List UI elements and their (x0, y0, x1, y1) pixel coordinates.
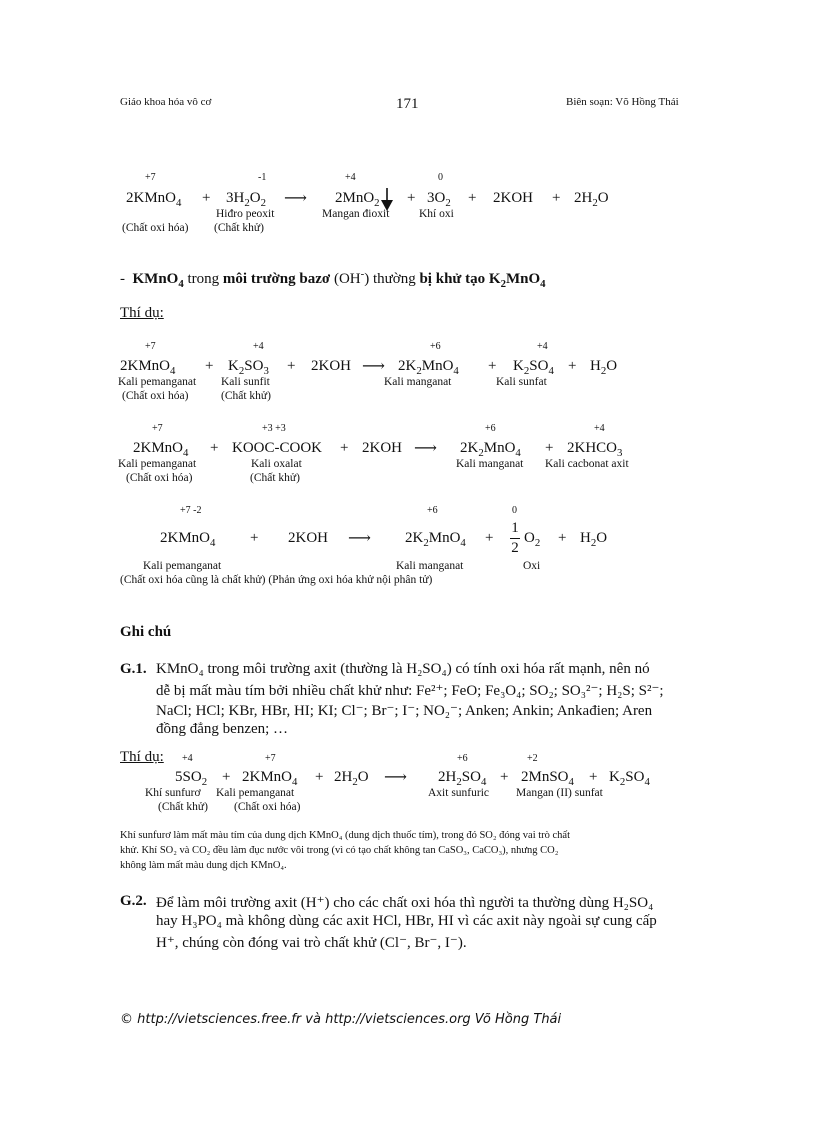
formula-koh: 2KOH (311, 358, 351, 374)
g1-line: KMnO₄ trong môi trường axit (thường là H₂SO₄) có tính oxi hóa rất mạnh, nên nó (156, 661, 650, 677)
right-arrow-icon: ⟶ (362, 358, 385, 375)
ox-state: 0 (438, 172, 443, 183)
plus-sign: + (488, 358, 497, 374)
formula-k2so4: $K_2SO_4$ (609, 769, 650, 788)
right-arrow-icon: ⟶ (384, 769, 407, 786)
plus-sign: + (468, 190, 477, 206)
formula-koh: 2KOH (493, 190, 533, 206)
label: Mangan (II) sunfat (516, 787, 603, 799)
note-line: Khí sunfurơ làm mất màu tím của dung dịch KMnO₄ (dung dịch thuốc tím), trong đó SO₂ đóng vai trò chất (120, 830, 571, 841)
plus-sign: + (552, 190, 561, 206)
note-line: khử. Khí SO₂ và CO₂ đều làm đục nước vôi trong (vì có tạo chất không tan CaSO₃, CaCO₃), nhưng CO₂ (120, 845, 559, 856)
formula-kmno4: 2KMnO$_4$ (242, 769, 298, 788)
formula-so2: $5SO_2$ (175, 769, 208, 788)
label: (Chất khử) (221, 390, 271, 402)
ox-state: +3 +3 (262, 423, 286, 434)
plus-sign: + (589, 769, 598, 785)
formula-k2so4: $K_2SO_4$ (513, 358, 554, 377)
plus-sign: + (545, 440, 554, 456)
label: (Chất oxi hóa) (234, 801, 301, 813)
formula-k2mno4: $2K_2MnO_4$ (398, 358, 459, 377)
fraction-denominator: 2 (511, 540, 519, 556)
plus-sign: + (485, 530, 494, 546)
plus-sign: + (407, 190, 416, 206)
ox-state: +6 (427, 505, 438, 516)
plus-sign: + (315, 769, 324, 785)
label: (Chất oxi hóa) (122, 222, 189, 234)
ox-state: +7 (145, 341, 156, 352)
formula-oxalate: KOOC-COOK (232, 440, 322, 456)
label: Kali manganat (384, 376, 452, 388)
label: Kali manganat (456, 458, 524, 470)
g2-line: Để làm môi trường axit (H⁺) cho các chất oxi hóa thì người ta thường dùng H₂SO₄ (156, 895, 654, 911)
g1-line: đồng đẳng benzen; … (156, 721, 289, 737)
ox-state: -1 (258, 172, 267, 183)
label: Kali pemanganat (118, 376, 197, 388)
ox-state: +7 (152, 423, 163, 434)
label: Khí sunfurơ (145, 787, 201, 799)
ox-state: +6 (485, 423, 496, 434)
example-heading: Thí dụ: (120, 305, 164, 321)
plus-sign: + (250, 530, 259, 546)
label: (Chất oxi hóa cũng là chất khử) (Phản ứng oxi hóa khử nội phân tử) (120, 574, 433, 586)
label: Kali cacbonat axit (545, 458, 629, 470)
plus-sign: + (202, 190, 211, 206)
plus-sign: + (205, 358, 214, 374)
formula-k2so3: $K_2SO_3$ (228, 358, 269, 377)
label: Kali sunfit (221, 376, 270, 388)
formula-k2mno4: $2K_2MnO_4$ (460, 440, 521, 459)
ox-state: +2 (527, 753, 538, 764)
label: (Chất oxi hóa) (126, 472, 193, 484)
ox-state: +7 -2 (180, 505, 202, 516)
formula-o2: $3O_2$ (427, 190, 451, 209)
formula-o2: $O_2$ (524, 530, 541, 549)
label: Hiđro peoxit (216, 208, 275, 220)
formula-mnso4: 2MnSO$_4$ (521, 769, 574, 788)
g2-line: hay H₃PO₄ mà không dùng các axit HCl, HBr, HI vì các axit này ngoài sự cung cấp (156, 913, 657, 929)
header-right: Biên soạn: Võ Hồng Thái (566, 96, 679, 108)
formula-kmno4: 2KMnO$_4$ (133, 440, 189, 459)
plus-sign: + (287, 358, 296, 374)
formula-kmno4: 2KMnO$_4$ (120, 358, 176, 377)
formula-h2o: $2H_2O$ (334, 769, 369, 788)
header-left: Giáo khoa hóa vô cơ (120, 96, 212, 108)
label: Axit sunfuric (428, 787, 490, 799)
ox-state: +4 (182, 753, 193, 764)
fraction-bar (510, 538, 520, 539)
label: (Chất khử) (250, 472, 300, 484)
g2-line: H⁺, chúng còn đóng vai trò chất khử (Cl⁻, Br⁻, I⁻). (156, 935, 467, 951)
formula-mno2: 2MnO$_2$ (335, 190, 380, 209)
label: (Chất khử) (158, 801, 208, 813)
footer-credit: © http://vietsciences.free.fr và http://vietsciences.org Võ Hồng Thái (120, 1012, 562, 1027)
ox-state: +6 (457, 753, 468, 764)
right-arrow-icon: ⟶ (284, 190, 307, 207)
section-title: Ghi chú (120, 624, 172, 640)
label: Kali oxalat (251, 458, 302, 470)
ox-state: +7 (145, 172, 156, 183)
example-heading: Thí dụ: (120, 749, 164, 765)
label: Kali pemanganat (143, 560, 222, 572)
page-number: 171 (396, 96, 419, 112)
label: Kali manganat (396, 560, 464, 572)
formula-h2so4: $2H_2SO_4$ (438, 769, 487, 788)
bullet-kmno4-base: - KMnO$_4$ trong môi trường bazơ (OH-) thường bị khử tạo $K_2MnO_4$ (120, 268, 546, 290)
label: Khí oxi (419, 208, 454, 220)
right-arrow-icon: ⟶ (348, 530, 371, 547)
plus-sign: + (210, 440, 219, 456)
label: Oxi (523, 560, 541, 572)
label: Kali sunfat (496, 376, 547, 388)
ox-state: +4 (345, 172, 356, 183)
formula-koh: 2KOH (362, 440, 402, 456)
g1-line: NaCl; HCl; KBr, HBr, HI; KI; Cl⁻; Br⁻; I⁻; NO₂⁻; Anken; Ankin; Ankađien; Aren (156, 703, 653, 719)
formula-kmno4: 2KMnO$_4$ (160, 530, 216, 549)
formula-k2mno4: $2K_2MnO_4$ (405, 530, 466, 549)
formula-koh: 2KOH (288, 530, 328, 546)
g1-line: dễ bị mất màu tím bởi nhiều chất khử như: Fe²⁺; FeO; Fe₃O₄; SO₂; SO₃²⁻; H₂S; S²⁻; (156, 683, 664, 699)
formula-kmno4: 2KMnO$_4$ (126, 190, 182, 209)
ox-state: +6 (430, 341, 441, 352)
label: Kali pemanganat (216, 787, 295, 799)
formula-h2o: $2H_2O$ (574, 190, 609, 209)
plus-sign: + (568, 358, 577, 374)
formula-khco3: $2KHCO_3$ (567, 440, 623, 459)
ox-state: 0 (512, 505, 517, 516)
formula-h2o: $H_2O$ (580, 530, 608, 549)
label: Mangan đioxit (322, 208, 390, 220)
plus-sign: + (222, 769, 231, 785)
ox-state: +4 (537, 341, 548, 352)
ox-state: +4 (253, 341, 264, 352)
note-line: không làm mất màu dung dịch KMnO₄. (120, 860, 287, 871)
right-arrow-icon: ⟶ (414, 440, 437, 457)
plus-sign: + (340, 440, 349, 456)
plus-sign: + (500, 769, 509, 785)
label: Kali pemanganat (118, 458, 197, 470)
g2-label: G.2. (120, 893, 147, 909)
plus-sign: + (558, 530, 567, 546)
ox-state: +4 (594, 423, 605, 434)
label: (Chất khử) (214, 222, 264, 234)
g1-label: G.1. (120, 661, 147, 677)
ox-state: +7 (265, 753, 276, 764)
formula-h2o2: $3H_2O_2$ (226, 190, 266, 209)
fraction-numerator: 1 (511, 520, 519, 536)
formula-h2o: $H_2O$ (590, 358, 618, 377)
label: (Chất oxi hóa) (122, 390, 189, 402)
